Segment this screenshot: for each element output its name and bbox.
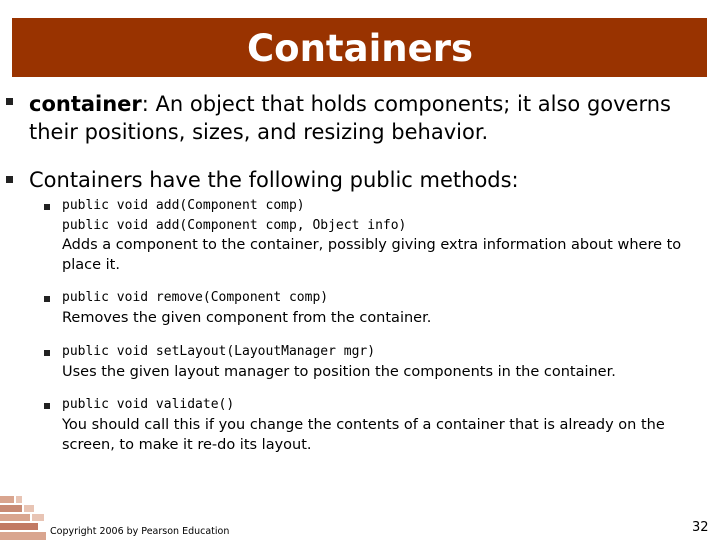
code-line: public void validate() — [62, 397, 235, 412]
method-description: Adds a component to the container, possibly giving extra information about where to place it. — [62, 237, 682, 273]
definition-text: : An object that holds components; it also governs their positions, sizes, and resizing behavior. — [29, 92, 671, 144]
copyright-notice: Copyright 2006 by Pearson Education — [50, 526, 230, 537]
slide-title: Containers — [247, 27, 473, 70]
bullet-marker — [6, 98, 13, 105]
code-line: public void remove(Component comp) — [62, 290, 329, 305]
code-line: public void add(Component comp, Object info) — [62, 217, 407, 233]
method-description: Uses the given layout manager to position the components in the container. — [62, 363, 616, 380]
method-add — [62, 196, 712, 275]
sub-bullet-marker — [44, 350, 50, 356]
bullet-marker — [6, 176, 13, 183]
sub-bullet-marker — [44, 204, 50, 210]
code-line: public void setLayout(LayoutManager mgr) — [62, 344, 376, 359]
brick-decoration-icon — [0, 494, 50, 540]
term-container: container — [29, 92, 142, 116]
bullet-methods-intro: Containers have the following public methods: — [29, 168, 519, 192]
method-setlayout — [62, 342, 712, 382]
sub-bullet-marker — [44, 403, 50, 409]
code-line: public void add(Component comp) — [62, 198, 305, 213]
method-validate — [62, 395, 712, 455]
method-description: Removes the given component from the container. — [62, 309, 432, 326]
method-remove — [62, 288, 712, 328]
page-number: 32 — [692, 520, 709, 535]
sub-bullet-marker — [44, 296, 50, 302]
bullet-container-definition — [29, 90, 709, 146]
method-description: You should call this if you change the contents of a container that is already on the screen, to make it re-do its layout. — [62, 416, 665, 453]
